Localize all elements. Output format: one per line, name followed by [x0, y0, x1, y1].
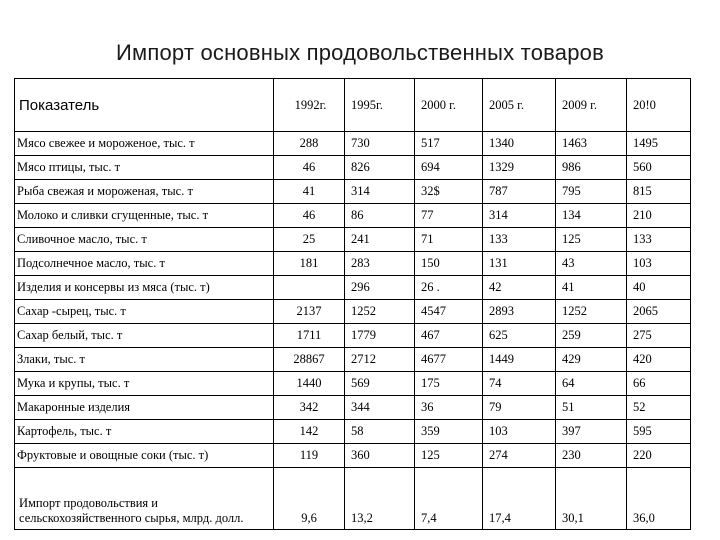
table-row: [15, 444, 691, 468]
table-cell: 133: [627, 228, 691, 252]
table-cell: 815: [627, 180, 691, 204]
table-cell: 51: [556, 396, 627, 420]
column-header-year: 1995г.: [345, 79, 415, 132]
table-cell: 131: [483, 252, 556, 276]
table-cell: 1463: [556, 132, 627, 156]
table-cell: 1440: [274, 372, 345, 396]
table-cell: 46: [274, 204, 345, 228]
table-row: [15, 300, 691, 324]
row-label: Молоко и сливки сгущенные, тыс. т: [15, 204, 274, 228]
table-cell: 2893: [483, 300, 556, 324]
table-cell: 795: [556, 180, 627, 204]
row-label: Мука и крупы, тыс. т: [15, 372, 274, 396]
table-cell: 517: [415, 132, 483, 156]
table-cell: 569: [345, 372, 415, 396]
table-cell: 71: [415, 228, 483, 252]
table-cell: 275: [627, 324, 691, 348]
column-header-year: 20!0: [627, 79, 691, 132]
table-cell: 103: [483, 420, 556, 444]
table-cell: 30,1: [556, 468, 627, 530]
table-cell: 125: [556, 228, 627, 252]
table-cell: 2712: [345, 348, 415, 372]
table-cell: 625: [483, 324, 556, 348]
table-cell: 41: [556, 276, 627, 300]
table-cell: 40: [627, 276, 691, 300]
table-cell: 1449: [483, 348, 556, 372]
table-row: [15, 396, 691, 420]
column-header-year: 2000 г.: [415, 79, 483, 132]
table-cell: 125: [415, 444, 483, 468]
table-row: [15, 348, 691, 372]
table-cell: 181: [274, 252, 345, 276]
table-cell: 986: [556, 156, 627, 180]
table-header-row: [15, 79, 691, 132]
table-row: [15, 276, 691, 300]
table-cell: 26 .: [415, 276, 483, 300]
table-cell: 2065: [627, 300, 691, 324]
table-cell: 74: [483, 372, 556, 396]
table-cell: 7,4: [415, 468, 483, 530]
import-table: [14, 78, 691, 530]
table-row: [15, 420, 691, 444]
table-cell: 142: [274, 420, 345, 444]
table-cell: 52: [627, 396, 691, 420]
table-cell: 9,6: [274, 468, 345, 530]
row-label: Рыба свежая и мороженая, тыс. т: [15, 180, 274, 204]
table-cell: 595: [627, 420, 691, 444]
table-cell: 175: [415, 372, 483, 396]
table-row: [15, 372, 691, 396]
row-label: Макаронные изделия: [15, 396, 274, 420]
table-cell: 1495: [627, 132, 691, 156]
table-cell: 467: [415, 324, 483, 348]
table-row: [15, 132, 691, 156]
table-cell: 694: [415, 156, 483, 180]
table-cell: 210: [627, 204, 691, 228]
column-header-indicator: Показатель: [15, 79, 274, 132]
table-cell: 342: [274, 396, 345, 420]
table-cell: 1252: [345, 300, 415, 324]
table-cell: [274, 276, 345, 300]
row-label: Изделия и консервы из мяса (тыс. т): [15, 276, 274, 300]
table-cell: 4677: [415, 348, 483, 372]
table-cell: 1340: [483, 132, 556, 156]
table-cell: 25: [274, 228, 345, 252]
table-row: [15, 204, 691, 228]
table-cell: 36: [415, 396, 483, 420]
table-cell: 17,4: [483, 468, 556, 530]
table-cell: 4547: [415, 300, 483, 324]
table-cell: 259: [556, 324, 627, 348]
slide-title: Импорт основных продовольственных товаров: [116, 40, 604, 65]
column-header-year: 2005 г.: [483, 79, 556, 132]
table-cell: 420: [627, 348, 691, 372]
table-row: [15, 180, 691, 204]
table-cell: 241: [345, 228, 415, 252]
table-cell: 58: [345, 420, 415, 444]
table-cell: 119: [274, 444, 345, 468]
table-row: [15, 252, 691, 276]
table-cell: 826: [345, 156, 415, 180]
table-row: [15, 324, 691, 348]
table-cell: 46: [274, 156, 345, 180]
table-cell: 66: [627, 372, 691, 396]
table-cell: 220: [627, 444, 691, 468]
table-cell: 397: [556, 420, 627, 444]
column-header-year: 2009 г.: [556, 79, 627, 132]
row-label: Мясо птицы, тыс. т: [15, 156, 274, 180]
row-label: Мясо свежее и мороженое, тыс. т: [15, 132, 274, 156]
table-cell: 314: [483, 204, 556, 228]
row-label: Импорт продовольствия и сельскохозяйственного сырья, млрд. долл.: [15, 468, 274, 530]
table-cell: 64: [556, 372, 627, 396]
row-label: Злаки, тыс. т: [15, 348, 274, 372]
table-cell: 296: [345, 276, 415, 300]
table-row: [15, 228, 691, 252]
table-cell: 32$: [415, 180, 483, 204]
table-row: [15, 468, 691, 530]
table-cell: 288: [274, 132, 345, 156]
table-cell: 79: [483, 396, 556, 420]
column-header-year: 1992г.: [274, 79, 345, 132]
table-cell: 1779: [345, 324, 415, 348]
table-cell: 730: [345, 132, 415, 156]
table-cell: 134: [556, 204, 627, 228]
table-cell: 560: [627, 156, 691, 180]
table-cell: 359: [415, 420, 483, 444]
table-cell: 314: [345, 180, 415, 204]
table-cell: 86: [345, 204, 415, 228]
table-cell: 133: [483, 228, 556, 252]
table-cell: 41: [274, 180, 345, 204]
table-cell: 36,0: [627, 468, 691, 530]
table-cell: 2137: [274, 300, 345, 324]
row-label: Сливочное масло, тыс. т: [15, 228, 274, 252]
row-label: Фруктовые и овощные соки (тыс. т): [15, 444, 274, 468]
table-cell: 274: [483, 444, 556, 468]
table-cell: 42: [483, 276, 556, 300]
table-cell: 360: [345, 444, 415, 468]
table-cell: 150: [415, 252, 483, 276]
row-label: Сахар -сырец, тыс. т: [15, 300, 274, 324]
table-cell: 429: [556, 348, 627, 372]
table-row: [15, 156, 691, 180]
table-cell: 230: [556, 444, 627, 468]
table-cell: 13,2: [345, 468, 415, 530]
table-cell: 344: [345, 396, 415, 420]
table-cell: 77: [415, 204, 483, 228]
row-label: Сахар белый, тыс. т: [15, 324, 274, 348]
table-cell: 103: [627, 252, 691, 276]
table-cell: 283: [345, 252, 415, 276]
table-cell: 787: [483, 180, 556, 204]
table-cell: 28867: [274, 348, 345, 372]
table-cell: 1329: [483, 156, 556, 180]
row-label: Картофель, тыс. т: [15, 420, 274, 444]
table-cell: 1711: [274, 324, 345, 348]
table-cell: 43: [556, 252, 627, 276]
table-cell: 1252: [556, 300, 627, 324]
row-label: Подсолнечное масло, тыс. т: [15, 252, 274, 276]
